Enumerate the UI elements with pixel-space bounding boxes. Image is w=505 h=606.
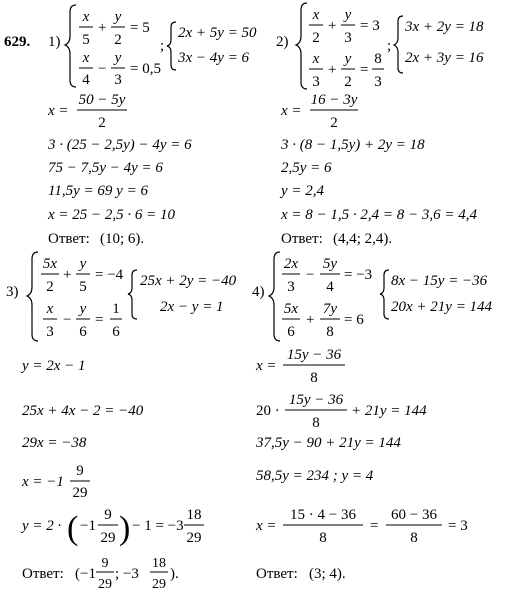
- p1-eq2-den2: 3: [114, 72, 122, 88]
- p3-eq1-den1: 2: [46, 279, 54, 295]
- p4-answer-label: Ответ:: [256, 566, 298, 582]
- p3-eq2-rhs-den: 6: [112, 324, 120, 340]
- p4-step1-lhs: x =: [256, 358, 277, 374]
- p3-simplified-brace: [128, 270, 137, 319]
- p1-eq1-rhs: = 5: [130, 20, 150, 36]
- p3-step2: 25x + 4x − 2 = −40: [22, 403, 144, 419]
- p3-eq1-rhs: = −4: [95, 267, 124, 283]
- p4-eq2-num2: 7y: [322, 301, 338, 317]
- p2-eq2-rhs-num: 8: [374, 51, 382, 67]
- p4-step3: 37,5y − 90 + 21y = 144: [256, 435, 401, 451]
- part-1-label: 1): [48, 34, 61, 50]
- p2-eq1-num2: y: [344, 7, 352, 23]
- p3-eq2-rhs-num: 1: [112, 301, 120, 317]
- p4-answer: (3; 4).: [309, 566, 346, 582]
- p1-step1-den: 2: [98, 115, 106, 131]
- p4-eq1-num2: 5y: [322, 256, 338, 272]
- p3-eq1-num1: 5x: [42, 256, 58, 272]
- p2-answer-label: Ответ:: [281, 231, 323, 247]
- p3-eq1-num2: y: [79, 256, 87, 272]
- p1-eq2-num2: y: [114, 50, 122, 66]
- part-4: [252, 252, 493, 582]
- p1-eq2-rhs: = 0,5: [130, 61, 161, 77]
- p2-simplified-brace: [394, 16, 403, 73]
- p2-eq2-den2: 2: [344, 74, 352, 90]
- p2-eq2-op: +: [328, 62, 337, 78]
- p4-eq1-rhs: = −3: [344, 267, 373, 283]
- p4-simplified-2: 20x + 21y = 144: [391, 299, 493, 315]
- p4-eq2-den2: 8: [326, 324, 334, 340]
- p1-simplified-1: 2x + 5y = 50: [178, 25, 257, 41]
- p4-eq1-num1: 2x: [283, 256, 299, 272]
- p1-eq1-num1: x: [82, 9, 90, 25]
- part-2-label: 2): [276, 34, 289, 50]
- p2-step1-den: 2: [330, 115, 338, 131]
- p2-eq1-num1: x: [312, 7, 320, 23]
- p1-step5: x = 25 − 2,5 · 6 = 10: [48, 207, 176, 223]
- part-2: [276, 3, 484, 247]
- p1-simplified-brace: [167, 22, 176, 70]
- p4-step5-lhs: x =: [256, 518, 277, 534]
- p2-step5: x = 8 − 1,5 · 2,4 = 8 − 3,6 = 4,4: [281, 207, 478, 223]
- p1-eq1-op: +: [98, 20, 107, 36]
- p4-step5-num2: 60 − 36: [391, 507, 437, 523]
- p4-step2-num: 15y − 36: [288, 392, 344, 408]
- p2-eq2-num1: x: [312, 51, 320, 67]
- p2-eq1-den2: 3: [344, 30, 352, 46]
- p3-step5-lparen: (: [67, 510, 79, 547]
- p2-eq2-num2: y: [344, 51, 352, 67]
- p1-step2: 3 · (25 − 2,5y) − 4y = 6: [48, 137, 192, 153]
- p3-eq2-den2: 6: [79, 324, 87, 340]
- p3-answer-num2: 18: [152, 556, 166, 571]
- p1-answer-label: Ответ:: [48, 231, 90, 247]
- p1-eq1-num2: y: [114, 9, 122, 25]
- p3-step5-rparen: ): [119, 510, 131, 547]
- part-4-label: 4): [252, 284, 265, 300]
- p3-answer-label: Ответ:: [22, 566, 64, 582]
- part-1: [47, 5, 257, 247]
- p3-eq1-den2: 5: [79, 279, 87, 295]
- p4-step2-den: 8: [312, 415, 320, 431]
- p2-step2: 3 · (8 − 1,5y) + 2y = 18: [281, 137, 425, 153]
- p1-step1-lhs: x =: [48, 103, 69, 119]
- p4-step1-num: 15y − 36: [286, 347, 342, 363]
- p3-step5-lhs: y = 2 ·: [22, 518, 62, 534]
- p3-answer-den2: 29: [152, 577, 166, 592]
- p3-eq2-num2: y: [79, 301, 87, 317]
- p1-eq1-den1: 5: [82, 32, 90, 48]
- p3-step4-num: 9: [76, 463, 84, 479]
- part-1-system-brace: [65, 5, 76, 87]
- p3-step5-num: 9: [104, 507, 112, 523]
- p4-eq1-op: −: [306, 267, 315, 283]
- p3-eq2-op: −: [63, 312, 72, 328]
- p4-step1-den: 8: [310, 370, 318, 386]
- p4-eq2-op: +: [306, 312, 315, 328]
- p2-step3: 2,5y = 6: [281, 160, 332, 176]
- p3-answer-part-1: (−1: [75, 566, 96, 582]
- p2-semicolon: ;: [387, 38, 392, 54]
- p3-step4-lhs: x = −1: [22, 474, 64, 490]
- p2-simplified-2: 2x + 3y = 16: [405, 50, 484, 66]
- p4-step5-den2: 8: [410, 530, 418, 546]
- p3-step4-den: 29: [72, 485, 88, 501]
- p1-eq1-den2: 2: [114, 32, 122, 48]
- p1-eq2-den1: 4: [82, 72, 90, 88]
- part-3: [6, 252, 237, 592]
- p1-eq2-op: −: [98, 61, 107, 77]
- p3-step5-tail: − 1 = −3: [132, 518, 184, 534]
- part-4-system-brace: [269, 252, 280, 341]
- p1-simplified-2: 3x − 4y = 6: [178, 50, 250, 66]
- p1-step3: 75 − 7,5y − 4y = 6: [48, 160, 163, 176]
- p2-step1-num: 16 − 3y: [310, 92, 358, 108]
- p2-simplified-1: 3x + 2y = 18: [405, 19, 484, 35]
- p4-step2-tail: + 21y = 144: [351, 403, 427, 419]
- p4-eq1-den2: 4: [326, 279, 334, 295]
- p1-eq2-num1: x: [82, 50, 90, 66]
- p2-eq2-rhs: =: [360, 62, 369, 78]
- p3-answer-part-3: ).: [170, 566, 179, 582]
- problem-number: 629.: [4, 34, 31, 50]
- p3-eq1-op: +: [63, 267, 72, 283]
- p4-eq2-den1: 6: [287, 324, 295, 340]
- p2-eq1-rhs: = 3: [360, 18, 380, 34]
- p4-eq2-num1: 5x: [283, 301, 299, 317]
- p2-eq1-den1: 2: [312, 30, 320, 46]
- p4-step2-lhs: 20 ·: [256, 403, 280, 419]
- p2-eq1-op: +: [328, 18, 337, 34]
- part-3-system-brace: [27, 252, 38, 341]
- p4-step4: 58,5y = 234 ; y = 4: [256, 468, 374, 484]
- p4-eq1-den1: 3: [287, 279, 295, 295]
- p2-step4: y = 2,4: [281, 183, 325, 199]
- p3-step5-inner: −1: [80, 518, 96, 534]
- p3-step3: 29x = −38: [22, 435, 87, 451]
- p2-eq2-den1: 3: [312, 74, 320, 90]
- p2-answer: (4,4; 2,4).: [333, 231, 393, 247]
- p2-eq2-rhs-den: 3: [374, 74, 382, 90]
- p4-step5-mid: =: [370, 518, 379, 534]
- p3-step5-num2: 18: [186, 507, 202, 523]
- p3-eq2-den1: 3: [46, 324, 54, 340]
- p4-eq2-rhs: = 6: [344, 312, 364, 328]
- p2-step1-lhs: x =: [281, 103, 302, 119]
- p4-step5-tail: = 3: [448, 518, 468, 534]
- p4-simplified-1: 8x − 15y = −36: [391, 273, 488, 289]
- p3-simplified-1: 25x + 2y = −40: [140, 273, 237, 289]
- p3-step5-den: 29: [100, 530, 116, 546]
- p1-step1-num: 50 − 5y: [78, 92, 126, 108]
- p1-semicolon: ;: [160, 38, 165, 54]
- p4-simplified-brace: [380, 270, 389, 319]
- p3-answer-part-2: ; −3: [115, 566, 139, 582]
- p3-answer-den1: 29: [98, 577, 112, 592]
- part-2-system-brace: [296, 3, 307, 89]
- p3-eq2-rhs: =: [95, 312, 104, 328]
- p3-eq2-num1: x: [46, 301, 54, 317]
- p1-step4: 11,5y = 69 y = 6: [48, 183, 148, 199]
- p4-step5-num: 15 · 4 − 36: [290, 507, 356, 523]
- p3-step5-den2: 29: [186, 530, 202, 546]
- p1-answer: (10; 6).: [100, 231, 145, 247]
- p3-step1: y = 2x − 1: [22, 358, 86, 374]
- p3-answer-num1: 9: [101, 556, 109, 571]
- part-3-label: 3): [6, 284, 19, 300]
- p3-simplified-2: 2x − y = 1: [160, 299, 224, 315]
- p4-step5-den: 8: [319, 530, 327, 546]
